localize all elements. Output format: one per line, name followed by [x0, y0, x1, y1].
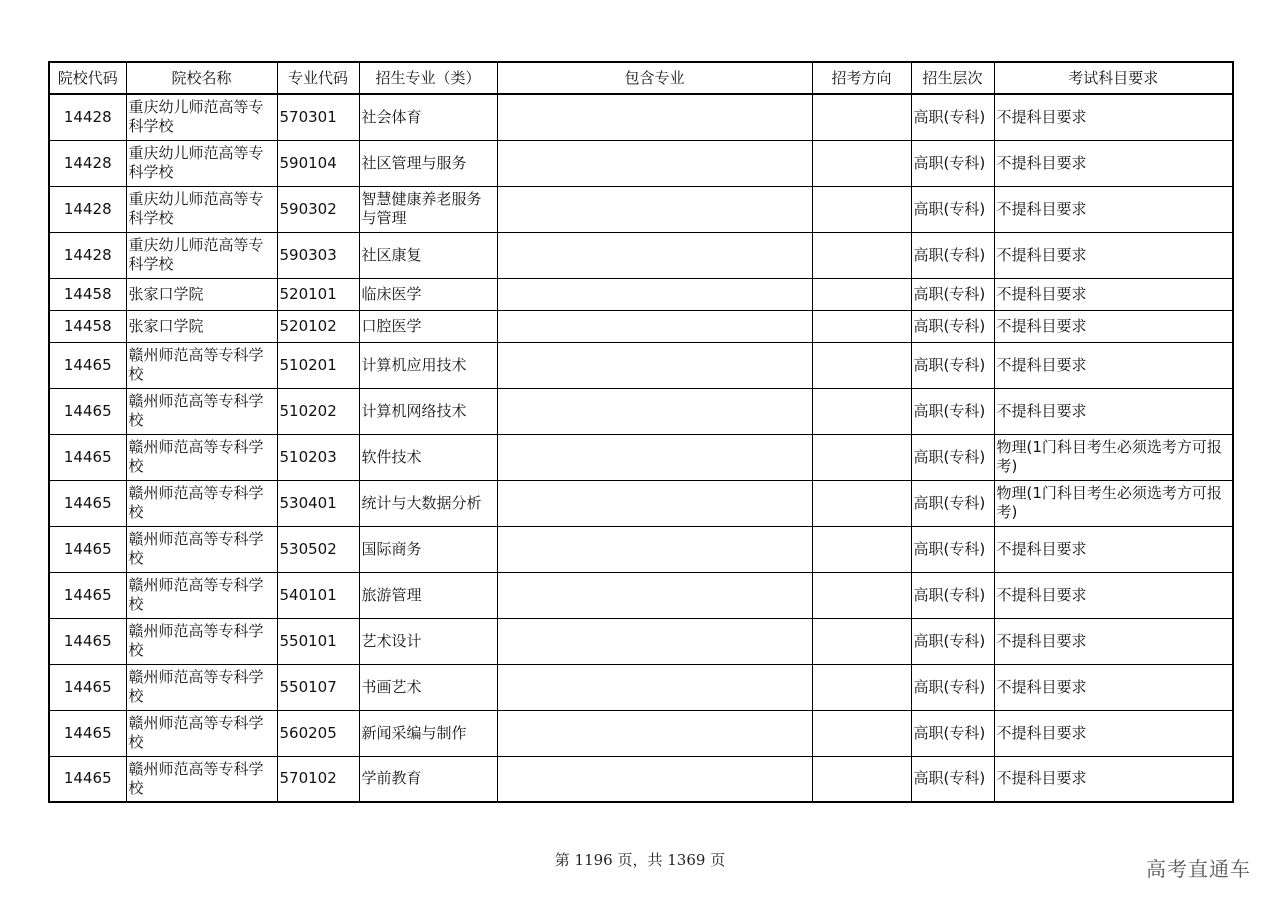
- cell-school-code: 14465: [49, 342, 126, 388]
- cell-direction: [812, 480, 911, 526]
- cell-major-code: 510203: [277, 434, 359, 480]
- cell-requirement: 不提科目要求: [994, 94, 1233, 140]
- cell-major-code: 550107: [277, 664, 359, 710]
- cell-requirement: 不提科目要求: [994, 618, 1233, 664]
- cell-includes: [497, 710, 812, 756]
- cell-includes: [497, 756, 812, 802]
- cell-level: 高职(专科): [911, 94, 994, 140]
- cell-requirement: 物理(1门科目考生必须选考方可报考): [994, 480, 1233, 526]
- cell-major-code: 590104: [277, 140, 359, 186]
- cell-school-name: 赣州师范高等专科学校: [126, 388, 277, 434]
- cell-major-code: 530502: [277, 526, 359, 572]
- cell-major: 智慧健康养老服务与管理: [359, 186, 497, 232]
- table-row: [49, 232, 1233, 278]
- cell-school-code: 14428: [49, 140, 126, 186]
- cell-major-code: 510202: [277, 388, 359, 434]
- table-row: [49, 310, 1233, 342]
- cell-school-name: 赣州师范高等专科学校: [126, 664, 277, 710]
- cell-includes: [497, 310, 812, 342]
- cell-direction: [812, 388, 911, 434]
- cell-level: 高职(专科): [911, 232, 994, 278]
- cell-school-code: 14465: [49, 664, 126, 710]
- cell-requirement: 不提科目要求: [994, 388, 1233, 434]
- cell-includes: [497, 94, 812, 140]
- cell-includes: [497, 388, 812, 434]
- cell-school-name: 重庆幼儿师范高等专科学校: [126, 94, 277, 140]
- cell-includes: [497, 618, 812, 664]
- table-row: [49, 342, 1233, 388]
- table-row: [49, 756, 1233, 802]
- table-row: [49, 140, 1233, 186]
- cell-major-code: 520101: [277, 278, 359, 310]
- cell-major: 艺术设计: [359, 618, 497, 664]
- cell-school-name: 赣州师范高等专科学校: [126, 342, 277, 388]
- cell-direction: [812, 756, 911, 802]
- cell-requirement: 不提科目要求: [994, 140, 1233, 186]
- header-includes: 包含专业: [497, 62, 812, 94]
- cell-includes: [497, 186, 812, 232]
- table-row: [49, 710, 1233, 756]
- cell-school-code: 14465: [49, 434, 126, 480]
- cell-major: 社区康复: [359, 232, 497, 278]
- header-school-name: 院校名称: [126, 62, 277, 94]
- cell-major-code: 550101: [277, 618, 359, 664]
- cell-school-code: 14428: [49, 186, 126, 232]
- cell-level: 高职(专科): [911, 342, 994, 388]
- cell-direction: [812, 310, 911, 342]
- cell-school-code: 14428: [49, 94, 126, 140]
- cell-school-code: 14465: [49, 572, 126, 618]
- table-row: [49, 434, 1233, 480]
- cell-requirement: 不提科目要求: [994, 664, 1233, 710]
- cell-direction: [812, 618, 911, 664]
- cell-school-code: 14458: [49, 278, 126, 310]
- cell-school-code: 14428: [49, 232, 126, 278]
- cell-level: 高职(专科): [911, 618, 994, 664]
- cell-requirement: 不提科目要求: [994, 342, 1233, 388]
- table-row: [49, 388, 1233, 434]
- cell-requirement: 不提科目要求: [994, 710, 1233, 756]
- cell-includes: [497, 526, 812, 572]
- cell-school-code: 14465: [49, 526, 126, 572]
- table-row: [49, 480, 1233, 526]
- cell-major-code: 590302: [277, 186, 359, 232]
- cell-level: 高职(专科): [911, 572, 994, 618]
- cell-requirement: 不提科目要求: [994, 186, 1233, 232]
- cell-direction: [812, 572, 911, 618]
- header-major-code: 专业代码: [277, 62, 359, 94]
- cell-school-name: 重庆幼儿师范高等专科学校: [126, 140, 277, 186]
- table-row: [49, 94, 1233, 140]
- table-row: [49, 278, 1233, 310]
- cell-major: 软件技术: [359, 434, 497, 480]
- cell-major: 旅游管理: [359, 572, 497, 618]
- cell-major: 统计与大数据分析: [359, 480, 497, 526]
- cell-major-code: 570301: [277, 94, 359, 140]
- table-row: [49, 664, 1233, 710]
- cell-direction: [812, 140, 911, 186]
- header-major: 招生专业（类）: [359, 62, 497, 94]
- header-requirement: 考试科目要求: [994, 62, 1233, 94]
- cell-includes: [497, 342, 812, 388]
- cell-includes: [497, 232, 812, 278]
- cell-requirement: 不提科目要求: [994, 310, 1233, 342]
- cell-school-name: 张家口学院: [126, 310, 277, 342]
- table-row: [49, 186, 1233, 232]
- cell-includes: [497, 664, 812, 710]
- cell-major-code: 560205: [277, 710, 359, 756]
- cell-school-name: 重庆幼儿师范高等专科学校: [126, 186, 277, 232]
- cell-major: 计算机网络技术: [359, 388, 497, 434]
- cell-major-code: 590303: [277, 232, 359, 278]
- cell-direction: [812, 434, 911, 480]
- cell-school-name: 赣州师范高等专科学校: [126, 572, 277, 618]
- cell-major: 临床医学: [359, 278, 497, 310]
- cell-school-name: 张家口学院: [126, 278, 277, 310]
- table-row: [49, 526, 1233, 572]
- cell-level: 高职(专科): [911, 664, 994, 710]
- cell-school-name: 赣州师范高等专科学校: [126, 434, 277, 480]
- cell-includes: [497, 434, 812, 480]
- cell-school-code: 14465: [49, 388, 126, 434]
- cell-school-name: 赣州师范高等专科学校: [126, 710, 277, 756]
- cell-major: 新闻采编与制作: [359, 710, 497, 756]
- cell-major-code: 510201: [277, 342, 359, 388]
- cell-includes: [497, 278, 812, 310]
- header-level: 招生层次: [911, 62, 994, 94]
- cell-school-code: 14458: [49, 310, 126, 342]
- cell-major: 书画艺术: [359, 664, 497, 710]
- cell-school-code: 14465: [49, 710, 126, 756]
- cell-school-name: 赣州师范高等专科学校: [126, 618, 277, 664]
- header-school-code: 院校代码: [49, 62, 126, 94]
- table-row: [49, 572, 1233, 618]
- cell-includes: [497, 480, 812, 526]
- cell-level: 高职(专科): [911, 480, 994, 526]
- cell-school-name: 重庆幼儿师范高等专科学校: [126, 232, 277, 278]
- cell-major: 社区管理与服务: [359, 140, 497, 186]
- cell-school-name: 赣州师范高等专科学校: [126, 756, 277, 802]
- cell-major: 学前教育: [359, 756, 497, 802]
- cell-level: 高职(专科): [911, 140, 994, 186]
- cell-direction: [812, 278, 911, 310]
- cell-level: 高职(专科): [911, 710, 994, 756]
- cell-school-name: 赣州师范高等专科学校: [126, 480, 277, 526]
- cell-level: 高职(专科): [911, 756, 994, 802]
- cell-level: 高职(专科): [911, 310, 994, 342]
- cell-school-name: 赣州师范高等专科学校: [126, 526, 277, 572]
- cell-includes: [497, 572, 812, 618]
- cell-requirement: 不提科目要求: [994, 526, 1233, 572]
- admissions-table-container: [48, 61, 1232, 803]
- cell-major-code: 570102: [277, 756, 359, 802]
- cell-major: 社会体育: [359, 94, 497, 140]
- cell-requirement: 不提科目要求: [994, 756, 1233, 802]
- cell-includes: [497, 140, 812, 186]
- cell-major: 国际商务: [359, 526, 497, 572]
- cell-direction: [812, 526, 911, 572]
- cell-level: 高职(专科): [911, 388, 994, 434]
- cell-direction: [812, 186, 911, 232]
- cell-direction: [812, 710, 911, 756]
- watermark-logo: 高考直通车: [1146, 857, 1251, 881]
- cell-level: 高职(专科): [911, 186, 994, 232]
- table-body: [49, 94, 1233, 802]
- cell-major-code: 520102: [277, 310, 359, 342]
- cell-major: 计算机应用技术: [359, 342, 497, 388]
- page-number: 第 1196 页，共 1369 页: [554, 851, 726, 869]
- table-row: [49, 618, 1233, 664]
- cell-school-code: 14465: [49, 618, 126, 664]
- cell-school-code: 14465: [49, 480, 126, 526]
- cell-direction: [812, 342, 911, 388]
- cell-direction: [812, 232, 911, 278]
- cell-level: 高职(专科): [911, 434, 994, 480]
- cell-requirement: 不提科目要求: [994, 232, 1233, 278]
- cell-requirement: 物理(1门科目考生必须选考方可报考): [994, 434, 1233, 480]
- cell-requirement: 不提科目要求: [994, 278, 1233, 310]
- cell-requirement: 不提科目要求: [994, 572, 1233, 618]
- header-direction: 招考方向: [812, 62, 911, 94]
- cell-level: 高职(专科): [911, 278, 994, 310]
- cell-level: 高职(专科): [911, 526, 994, 572]
- admissions-table: [48, 61, 1234, 803]
- cell-major-code: 540101: [277, 572, 359, 618]
- cell-direction: [812, 94, 911, 140]
- cell-direction: [812, 664, 911, 710]
- header-row: [49, 62, 1233, 94]
- cell-major-code: 530401: [277, 480, 359, 526]
- cell-major: 口腔医学: [359, 310, 497, 342]
- cell-school-code: 14465: [49, 756, 126, 802]
